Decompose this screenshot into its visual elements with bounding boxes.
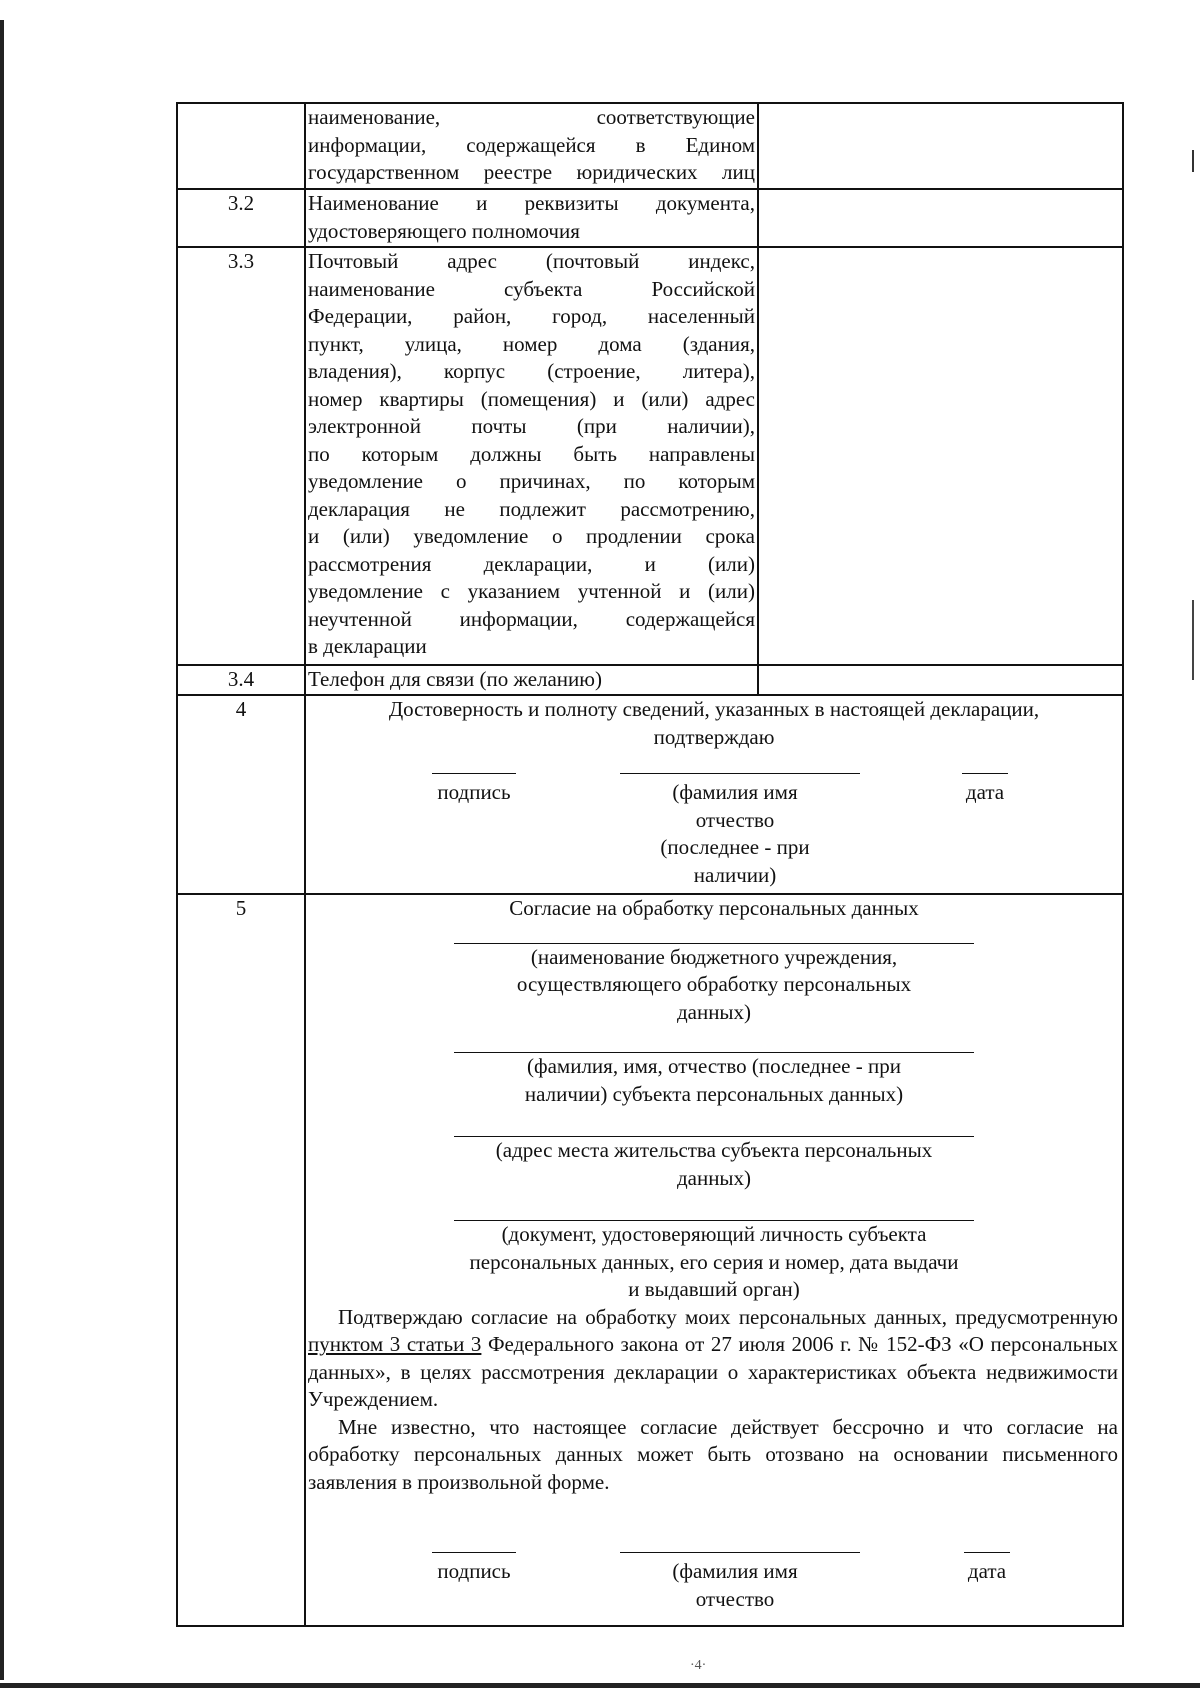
date-line[interactable] [962, 773, 1008, 774]
scan-mark [1192, 150, 1194, 172]
table-row [177, 665, 1123, 695]
declaration-form-table [176, 102, 1124, 1627]
row-number: 3.4 [177, 665, 305, 695]
row-description: наименование, соответствующие информации, содержащейся в Едином государственном реестре юридических лиц [305, 103, 758, 189]
fio-line[interactable] [620, 1552, 860, 1553]
fio-label: (фамилия имя отчество (последнее - при наличии) [660, 780, 810, 887]
law-link[interactable]: пунктом 3 статьи 3 [308, 1332, 482, 1356]
signature-line[interactable] [432, 773, 516, 774]
row-number: 5 [177, 894, 305, 1626]
fio-label: (фамилия имя отчество [672, 1559, 798, 1611]
scan-mark [1192, 600, 1194, 680]
table-row [177, 695, 1123, 894]
row-number: 4 [177, 695, 305, 894]
page-number: ·4· [690, 1658, 707, 1673]
row-description: Телефон для связи (по желанию) [305, 665, 758, 695]
date-line[interactable] [964, 1552, 1010, 1553]
signature-row [308, 773, 1120, 893]
date-label: дата [965, 780, 1005, 804]
revocation-paragraph: Мне известно, что настоящее согласие действует бессрочно и что согласие на обработку персональных данных может быть отозвано на основании письменного заявления в произвольной форме. [308, 1414, 1118, 1494]
scan-edge-bottom [0, 1683, 1200, 1688]
row-number [177, 103, 305, 189]
row-value-field[interactable] [758, 103, 1123, 189]
consent-cell [305, 894, 1123, 1626]
certification-text-cont: подтверждаю [653, 724, 775, 749]
blank-caption: (адрес места жительства субъекта персональных данных) [495, 1138, 933, 1190]
table-row [177, 103, 1123, 189]
consent-paragraph: Подтверждаю согласие на обработку моих персональных данных, предусмотренную пунктом 3 статьи 3 Федерального закона от 27 июля 2006 г. № 152-ФЗ «О персональных данных», в целях рассмотрения декларации о характеристиках объекта недвижимости Учреждением. [308, 1304, 1118, 1411]
table-row [177, 189, 1123, 247]
table-row [177, 894, 1123, 1626]
row-number: 3.3 [177, 247, 305, 665]
row-description: Почтовый адрес (почтовый индекс, наименование субъекта Российской Федерации, район, город, населенный пункт, улица, номер дома (здания, владения), корпус (строение, литера), номер квартиры (помещения) и (или) адрес электронной почты (при наличии), по которым должны быть направлены уведомление о причинах, по которым декларация не подлежит рассмотрению, и (или) уведомление о продлении срока рассмотрения декларации, и (или) уведомление с указанием учтенной и (или) неучтенной информации, содержащейся в декларации [305, 247, 758, 665]
consent-title: Согласие на обработку персональных данных [509, 896, 919, 920]
blank-subject-name [454, 1052, 974, 1108]
date-label: дата [967, 1559, 1007, 1583]
blank-caption: (документ, удостоверяющий личность субъекта персональных данных, его серия и номер, дата выдачи и выдавший орган) [469, 1222, 959, 1301]
blank-subject-address [454, 1136, 974, 1192]
scan-edge-left [0, 20, 4, 1680]
blank-caption: (наименование бюджетного учреждения, осуществляющего обработку персональных данных) [516, 944, 912, 1024]
signature-label: подпись [437, 1559, 511, 1583]
row-value-field[interactable] [758, 247, 1123, 665]
blank-caption: (фамилия, имя, отчество (последнее - при наличии) субъекта персональных данных) [524, 1054, 904, 1106]
signature-row [308, 1552, 1120, 1610]
row-value-field[interactable] [758, 189, 1123, 247]
blank-identity-document [454, 1220, 974, 1304]
table-row [177, 247, 1123, 665]
signature-line[interactable] [432, 1552, 516, 1553]
row-number: 3.2 [177, 189, 305, 247]
fio-line[interactable] [620, 773, 860, 774]
certification-text: Достоверность и полноту сведений, указанных в настоящей декларации, [388, 697, 1040, 721]
row-description: Наименование и реквизиты документа, удостоверяющего полномочия [305, 189, 758, 247]
certification-cell [305, 695, 1123, 894]
blank-institution [454, 943, 974, 1027]
row-value-field[interactable] [758, 665, 1123, 695]
signature-label: подпись [437, 780, 511, 804]
